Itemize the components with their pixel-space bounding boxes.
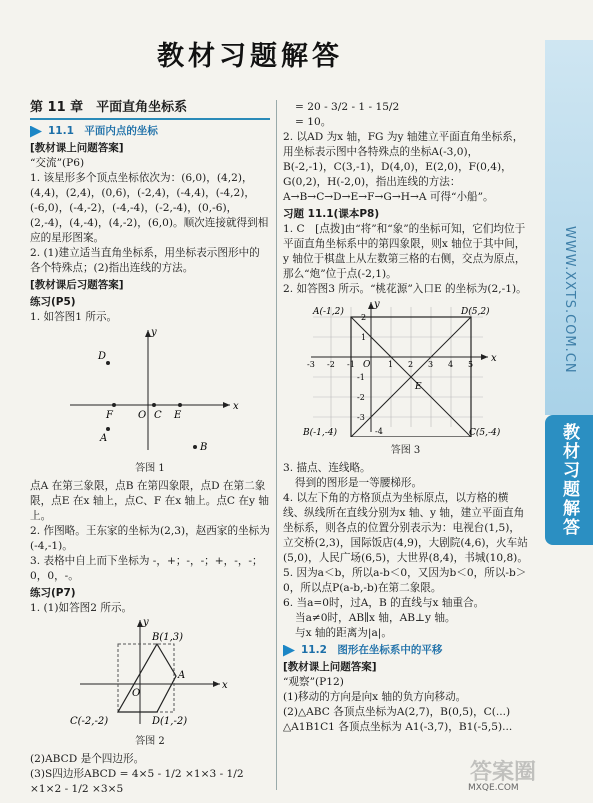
fig3-y: y [374,299,380,310]
practice-1-3: 3. 表格中自上而下坐标为 -，+；-，-；+，-，-；0，0，-。 [30,555,263,582]
section-arrow-icon [30,126,42,138]
fig3-xticks [307,360,473,369]
fig2-x: x [222,680,228,691]
watermark-logo: 答案圈 [470,760,537,785]
section-label: 11.1 平面内点的坐标 [48,125,158,137]
section-heading-11-2 [283,643,528,658]
answer-r-2: 2. 以AD 为x 轴，FG 为y 轴建立平面直角坐标系，用坐标表示图中各特殊点的坐标A(-3,0)，B(-2,-1)，C(3,-1)，D(4,0)，E(2,0)，F(0,4)，G(0,2)，H(-2,0)，指出连线的方法：A→B→C→D→E→F→G→H→A 可得“小船”。 [283,131,524,203]
column-divider [276,100,277,790]
practice-label-1: 练习(P5) [30,296,76,308]
svg-text:1: 1 [388,360,394,369]
fig2-D: D(1,-2) [152,716,188,727]
section-arrow-icon [283,645,295,657]
fig1-C: C [154,410,162,421]
fig2-A: A [178,670,186,681]
chapter-rule [30,118,270,120]
side-url: WWW.XXTS.COM.CN [562,226,577,374]
svg-text:2: 2 [361,313,367,322]
right-column [283,100,528,735]
fig3-B: B(-1,-4) [303,428,338,437]
fig1-O: O [138,410,147,421]
chapter-heading: 第 11 章 平面直角坐标系 [30,100,188,115]
observe-1: (1)移动的方向是向x 轴的负方向移动。 [283,691,467,703]
calc-line-2: = 10。 [295,116,332,128]
figure-2-caption: 答图 2 [135,736,165,747]
guancha-label: “观察”(P12) [283,676,344,688]
fig3-D: D(5,2) [461,307,490,317]
svg-text:1: 1 [361,333,367,342]
fig1-y: y [151,327,157,338]
practice-label-2: 练习(P7) [30,587,76,599]
exercise-heading: 习题 11.1(课本P8) [283,208,380,220]
page-title: 教材习题解答 [157,41,343,72]
svg-text:-3: -3 [307,360,315,369]
fig1-E: E [174,410,182,421]
svg-text:-2: -2 [357,393,365,402]
side-tab[interactable]: 教材习题解答 [545,415,593,545]
fig1-D: D [98,351,107,362]
figure-1-caption: 答图 1 [135,463,165,474]
fig3-E: E [415,382,422,392]
practice-2-1: 1. (1)如答图2 所示。 [30,602,133,614]
practice-1-2: 2. 作图略。王东家的坐标为(2,3)，赵西家的坐标为(-4,-1)。 [30,525,270,552]
answer-1: 1. 该星形多个顶点坐标依次为：(6,0)，(4,2)，(4,4)，(2,4)，(0,6)，(-2,4)，(-4,4)，(-4,2)，(-6,0)，(-4,-2)，(-4,-4)，(-2,-4)，(0,-6)，(2,-4)，(4,-4)，(4,-2)，(6,0)。顺次连接就得到相应的星形图案。 [30,172,269,244]
fig3-A: A(-1,2) [313,307,344,317]
exercise-3b: 得到的图形是一等腰梯形。 [295,477,423,489]
figure-2 [30,616,270,728]
fig1-F: F [106,410,113,421]
exercise-6: 6. 当a=0时，过A，B 的直线与x 轴重合。 [283,597,485,609]
observe-2: (2)△ABC 各顶点坐标为A(2,7)，B(0,5)，C(...) [283,706,511,718]
watermark-url: MXQE.COM [468,783,519,793]
subheading-classroom: [教材课上问题答案] [30,142,124,154]
svg-text:5: 5 [468,360,474,369]
svg-text:-1: -1 [357,373,365,382]
fig2-y: y [143,617,149,628]
fig3-O: O [363,360,371,370]
fig3-x: x [491,353,497,364]
observe-3: △A1B1C1 各顶点坐标为 A1(-3,7)，B1(-5,5)... [283,721,513,733]
figure-3 [283,297,528,437]
figure-3-caption: 答图 3 [390,445,421,456]
exercise-3: 3. 描点、连线略。 [283,462,371,474]
exercise-1: 1. C [点拨]由“将”和“象”的坐标可知，它们均位于平面直角坐标系中的第四象限，则x 轴位于其中间，y 轴位于棋盘上从左数第三格的右侧，交点为原点，那么“炮”位于点(-2,1)。 [283,223,526,280]
subheading-after-class: [教材课后习题答案] [30,279,124,291]
svg-text:-2: -2 [327,360,335,369]
exercise-2: 2. 如答图3 所示。“桃花源”入口E 的坐标为(2,-1)。 [283,283,527,295]
section-heading-11-1 [30,124,270,139]
figure-1 [30,325,270,455]
fig2-O: O [132,688,141,699]
calc-line-1: = 20 - 3/2 - 1 - 15/2 [295,101,400,113]
fig2-C: C(-2,-2) [70,716,109,727]
fig2-B: B(1,3) [152,632,184,643]
jiaoliu-label: “交流”(P6) [30,157,85,169]
svg-text:4: 4 [448,360,454,369]
left-column [30,100,270,797]
svg-text:3: 3 [428,360,434,369]
exercise-6c: 与x 轴的距离为|a|。 [295,627,392,639]
section-label-2: 11.2 图形在坐标系中的平移 [301,644,443,656]
exercise-6b: 当a≠0时，AB∥x 轴，AB⊥y 轴。 [295,612,456,624]
svg-text:-1: -1 [347,360,355,369]
exercise-4: 4. 以左下角的方格顶点为坐标原点，以方格的横线、纵线所在直线分别为x 轴、y 轴，建立平面直角坐标系，则各点的位置分别表示为：电视台(1,5)，立交桥(2,3)，国际饭店(4,9)，大剧院(4,6)，火车站(5,0)，人民广场(6,5)，大世界(8,4)，书城(10,8)。 [283,492,528,564]
answer-2: 2. (1)建立适当直角坐标系，用坐标表示图形中的各个特殊点；(2)指出连线的方法。 [30,247,260,274]
fig1-A: A [100,433,108,444]
exercise-5: 5. 因为a＜b，所以a-b＜0，又因为b＜0，所以-b＞0，所以点P(a-b,-b)在第二象限。 [283,567,527,594]
fig3-C: C(5,-4) [469,428,501,437]
fig1-B: B [200,442,208,453]
svg-text:-3: -3 [357,413,365,422]
svg-text:-4: -4 [375,427,383,436]
practice-1-after: 点A 在第三象限，点B 在第四象限，点D 在第二象限，点E 在x 轴上，点C、F 在x 轴上。点C 在y 轴上。 [30,480,269,522]
practice-2-2: (2)ABCD 是个四边形。 [30,753,145,765]
practice-1-1: 1. 如答图1 所示。 [30,311,118,323]
svg-text:2: 2 [408,360,414,369]
fig1-x: x [233,401,239,412]
practice-2-3: (3)S四边形ABCD = 4×5 - 1/2 ×1×3 - 1/2 ×1×2 - 1/2 ×3×5 [30,768,244,795]
subheading-classroom-2: [教材课上问题答案] [283,661,377,673]
